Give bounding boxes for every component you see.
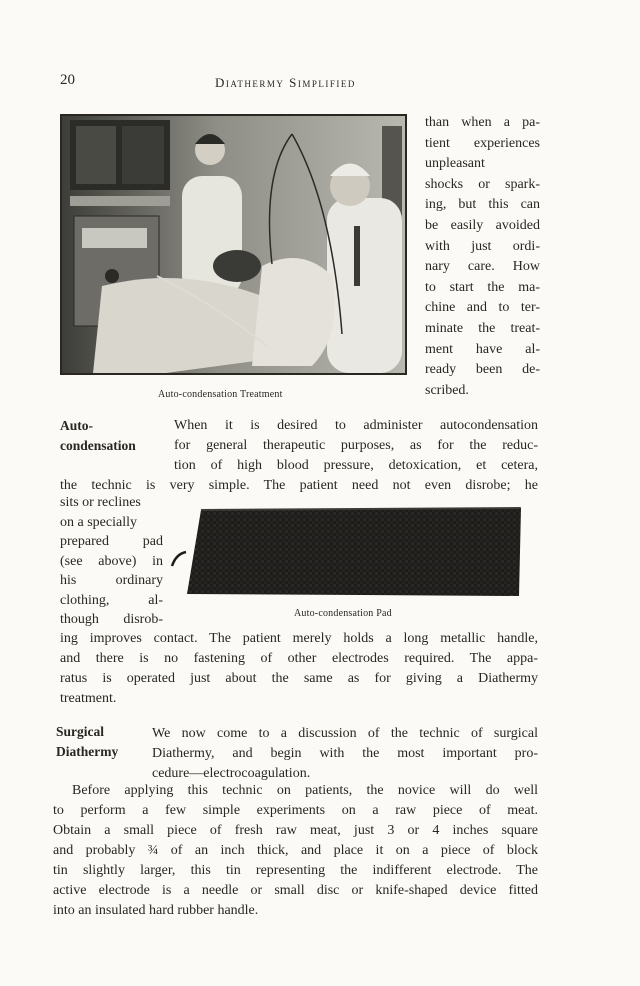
text-line: tin slightly larger, this tin representing the indifferent electrode. The (53, 863, 538, 878)
text-line: into an insulated hard rubber handle. (53, 903, 259, 918)
heading-line: Diathermy (56, 744, 119, 759)
text-line: to perform a few simple experiments on a raw piece of meat. (53, 803, 538, 818)
side-column-text (425, 113, 540, 401)
text-line: scribed. (425, 382, 469, 398)
text-line: ment have al- (425, 341, 540, 357)
text-line: Diathermy, and begin with the most important pro- (152, 746, 538, 761)
figure-caption-treatment: Auto-condensation Treatment (158, 389, 283, 400)
text-line: Obtain a small piece of fresh raw meat, just 3 or 4 inches square (53, 823, 538, 838)
page-number: 20 (60, 72, 75, 88)
text-line: than when a pa- (425, 115, 540, 130)
treatment-photo (60, 114, 407, 375)
section-heading-autocondensation (60, 416, 136, 456)
text-line: cedure—electrocoagulation. (152, 766, 311, 781)
section-heading-surgical-diathermy (56, 722, 118, 762)
text-line: minate the treat- (425, 320, 540, 336)
text-line: ratus is operated just about the same as for giving a Diathermy (60, 671, 538, 686)
text-line: clothing, al- (60, 592, 163, 608)
text-line: (see above) in (60, 553, 163, 569)
pad-cord-icon (168, 548, 188, 568)
text-line: ing improves contact. The patient merely holds a long metallic handle, (60, 631, 538, 646)
heading-line: Surgical (56, 724, 105, 739)
text-line: shocks or spark- (425, 176, 540, 192)
text-line: active electrode is a needle or small disc or knife-shaped device fitted (53, 883, 538, 898)
text-line: be easily avoided (425, 217, 540, 233)
text-line: for general therapeutic purposes, as for the reduc- (174, 438, 538, 453)
text-line: and there is no fastening of other electrodes required. The appa- (60, 651, 538, 666)
heading-line: Auto- (60, 418, 93, 433)
text-line: tion of high blood pressure, detoxication, et cetera, (174, 458, 538, 473)
heading-line: condensation (60, 438, 136, 453)
running-title: Diathermy Simplified (215, 75, 356, 90)
text-line: treatment. (60, 691, 117, 706)
text-line: chine and to ter- (425, 300, 540, 316)
autocondensation-pad-photo (183, 506, 523, 598)
text-line: Before applying this technic on patients, the novice will do well (72, 783, 538, 798)
text-line: on a specially (60, 514, 137, 530)
text-line: ready been de- (425, 362, 540, 378)
figure-caption-pad: Auto-condensation Pad (294, 608, 392, 619)
text-line: sits or reclines (60, 495, 141, 510)
text-line: When it is desired to administer autocondensation (174, 418, 538, 433)
text-line: his ordinary (60, 573, 163, 588)
text-line: We now come to a discussion of the technic of surgical (152, 726, 538, 741)
text-line: tient experiences (425, 135, 540, 151)
text-line: to start the ma- (425, 279, 540, 295)
text-line: unpleasant (425, 156, 485, 172)
text-line: and probably ¾ of an inch thick, and place it on a piece of block (53, 843, 538, 858)
text-line: though disrob- (60, 612, 163, 627)
text-line: with just ordi- (425, 238, 540, 254)
text-line: prepared pad (60, 534, 163, 549)
text-line: the technic is very simple. The patient need not even disrobe; he (60, 478, 538, 493)
text-line: ing, but this can (425, 197, 540, 213)
left-column-text (60, 493, 163, 630)
text-line: nary care. How (425, 259, 540, 275)
